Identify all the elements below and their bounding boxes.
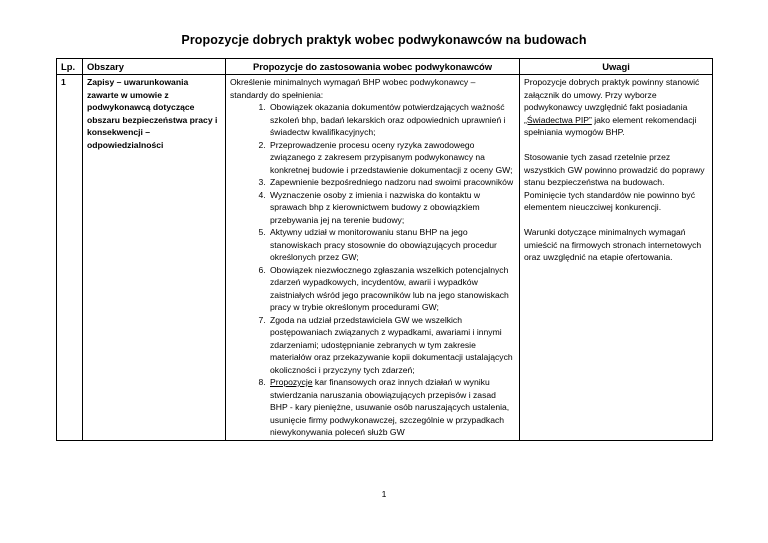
item8-underlined: Propozycje: [270, 377, 313, 387]
row-uwagi: [520, 75, 713, 441]
table-header-row: [57, 59, 713, 75]
list-item: [268, 376, 515, 439]
propozycje-intro: Określenie minimalnych wymagań BHP wobec podwykonawcy – standardy do spełnienia:: [230, 77, 476, 100]
uwagi-p1-underlined: „Świadectwa PIP”: [524, 114, 592, 125]
table-row: [57, 75, 713, 441]
list-item: 5. Aktywny udział w monitorowaniu stanu BHP na jego stanowiskach pracy stosownie do obowiązujących procedur określonych przez GW;: [268, 226, 515, 264]
header-lp: Lp.: [57, 59, 83, 75]
header-propozycje: Propozycje do zastosowania wobec podwykonawców: [226, 59, 520, 75]
header-uwagi: Uwagi: [520, 59, 713, 75]
list-item: 7. Zgoda na udział przedstawiciela GW we wszelkich postępowaniach związanych z wypadkami, awariami i innymi zdarzeniami; udostępnianie zebranych w tym zakresie materiałów oraz przekazywanie kopii dokumentacji ustalających okoliczności i przyczyny tych zdarzeń;: [268, 314, 515, 377]
list-item: 3. Zapewnienie bezpośredniego nadzoru nad swoimi pracowników: [268, 176, 515, 189]
uwagi-p1-end: jako element rekomendacji spełniania wymogów BHP.: [524, 114, 697, 137]
list-item: 2. Przeprowadzenie procesu oceny ryzyka zawodowego związanego z zakresem przypisanym podwykonawcy na konkretnej budowie i przedstawienie dokumentacji z oceny GW;: [268, 139, 515, 177]
item8-text: kar finansowych oraz innych działań w wyniku stwierdzania naruszania obowiązujących przepisów i zasad BHP - kary pieniężne, usuwanie osób naruszających ustalenia, usunięcie firmy podwykonawczej, szczególnie w przypadkach niewykonywania poleceń służb GW: [270, 377, 510, 437]
row-number: 1: [57, 75, 83, 441]
practices-table: [56, 58, 713, 441]
uwagi-p1-start: Propozycje dobrych praktyk powinny stanowić załącznik do umowy. Przy wyborze podwykonawcy uwzględnić fakt posiadania: [524, 77, 700, 112]
rules-list: [230, 101, 515, 439]
page-number: 1: [381, 489, 387, 499]
uwagi-paragraph-2: Stosowanie tych zasad rzetelnie przez wszystkich GW powinno prowadzić do poprawy stanu bezpieczeństwa na budowach. Pominięcie tych standardów nie powinno być elementem nieuczciwej konkurencji.: [524, 152, 705, 212]
list-item: 1. Obowiązek okazania dokumentów potwierdzających ważność szkoleń bhp, badań lekarskich oraz odpowiednich uprawnień i świadectw kwalifikacyjnych;: [268, 101, 515, 139]
list-item: 6. Obowiązek niezwłocznego zgłaszania wszelkich potencjalnych zdarzeń wypadkowych, incydentów, awarii i wypadków zaistniałych wśród jego pracowników lub na jego stanowiskach pracy w trybie określonym procedurami GW;: [268, 264, 515, 314]
uwagi-paragraph-3: Warunki dotyczące minimalnych wymagań umieścić na firmowych stronach internetowych oraz uwzględnić na etapie ofertowania.: [524, 227, 702, 262]
document-title: Propozycje dobrych praktyk wobec podwykonawców na budowach: [181, 33, 587, 47]
row-obszar: Zapisy – uwarunkowania zawarte w umowie z podwykonawcą dotyczące obszaru bezpieczeństwa pracy i konsekwencji – odpowiedzialności: [83, 75, 226, 441]
header-obszary: Obszary: [83, 59, 226, 75]
list-item: 4. Wyznaczenie osoby z imienia i nazwiska do kontaktu w sprawach bhp z kierownictwem budowy z obowiązkiem przebywania jej na terenie budowy;: [268, 189, 515, 227]
uwagi-paragraph-1: [524, 76, 708, 139]
row-propozycje: [226, 75, 520, 441]
